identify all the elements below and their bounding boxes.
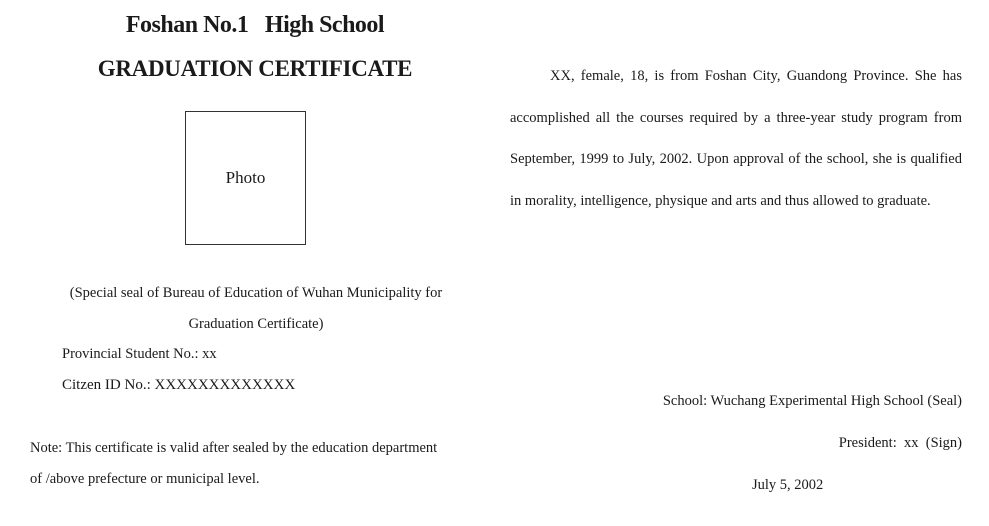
issue-date: July 5, 2002 (752, 477, 824, 493)
school-title: Foshan No.1 High School (125, 12, 385, 38)
president-sign-line: President: xx (Sign) (838, 435, 962, 451)
citizen-id-number: Citzen ID No.: XXXXXXXXXXXXX (62, 377, 296, 393)
certificate-title: GRADUATION CERTIFICATE (97, 56, 413, 81)
seal-note-line1: (Special seal of Bureau of Education of Wuhan Municipality for (69, 285, 443, 301)
validity-note-line2: of /above prefecture or municipal level. (30, 471, 260, 487)
validity-note-line1: Note: This certificate is valid after sealed by the education department (30, 440, 438, 456)
school-seal-line: School: Wuchang Experimental High School (Seal) (662, 393, 962, 409)
photo-label: Photo (225, 168, 266, 187)
photo-placeholder (185, 111, 306, 245)
certificate-body-text: XX, female, 18, is from Foshan City, Guandong Province. She has accomplished all the courses required by a three-year study program from September, 1999 to July, 2002. Upon approval of the school, she is qualified in morality, intelligence, physique and arts and thus allowed to graduate. (510, 68, 962, 209)
provincial-student-number: Provincial Student No.: xx (62, 346, 217, 362)
seal-note-line2: Graduation Certificate) (188, 316, 324, 332)
